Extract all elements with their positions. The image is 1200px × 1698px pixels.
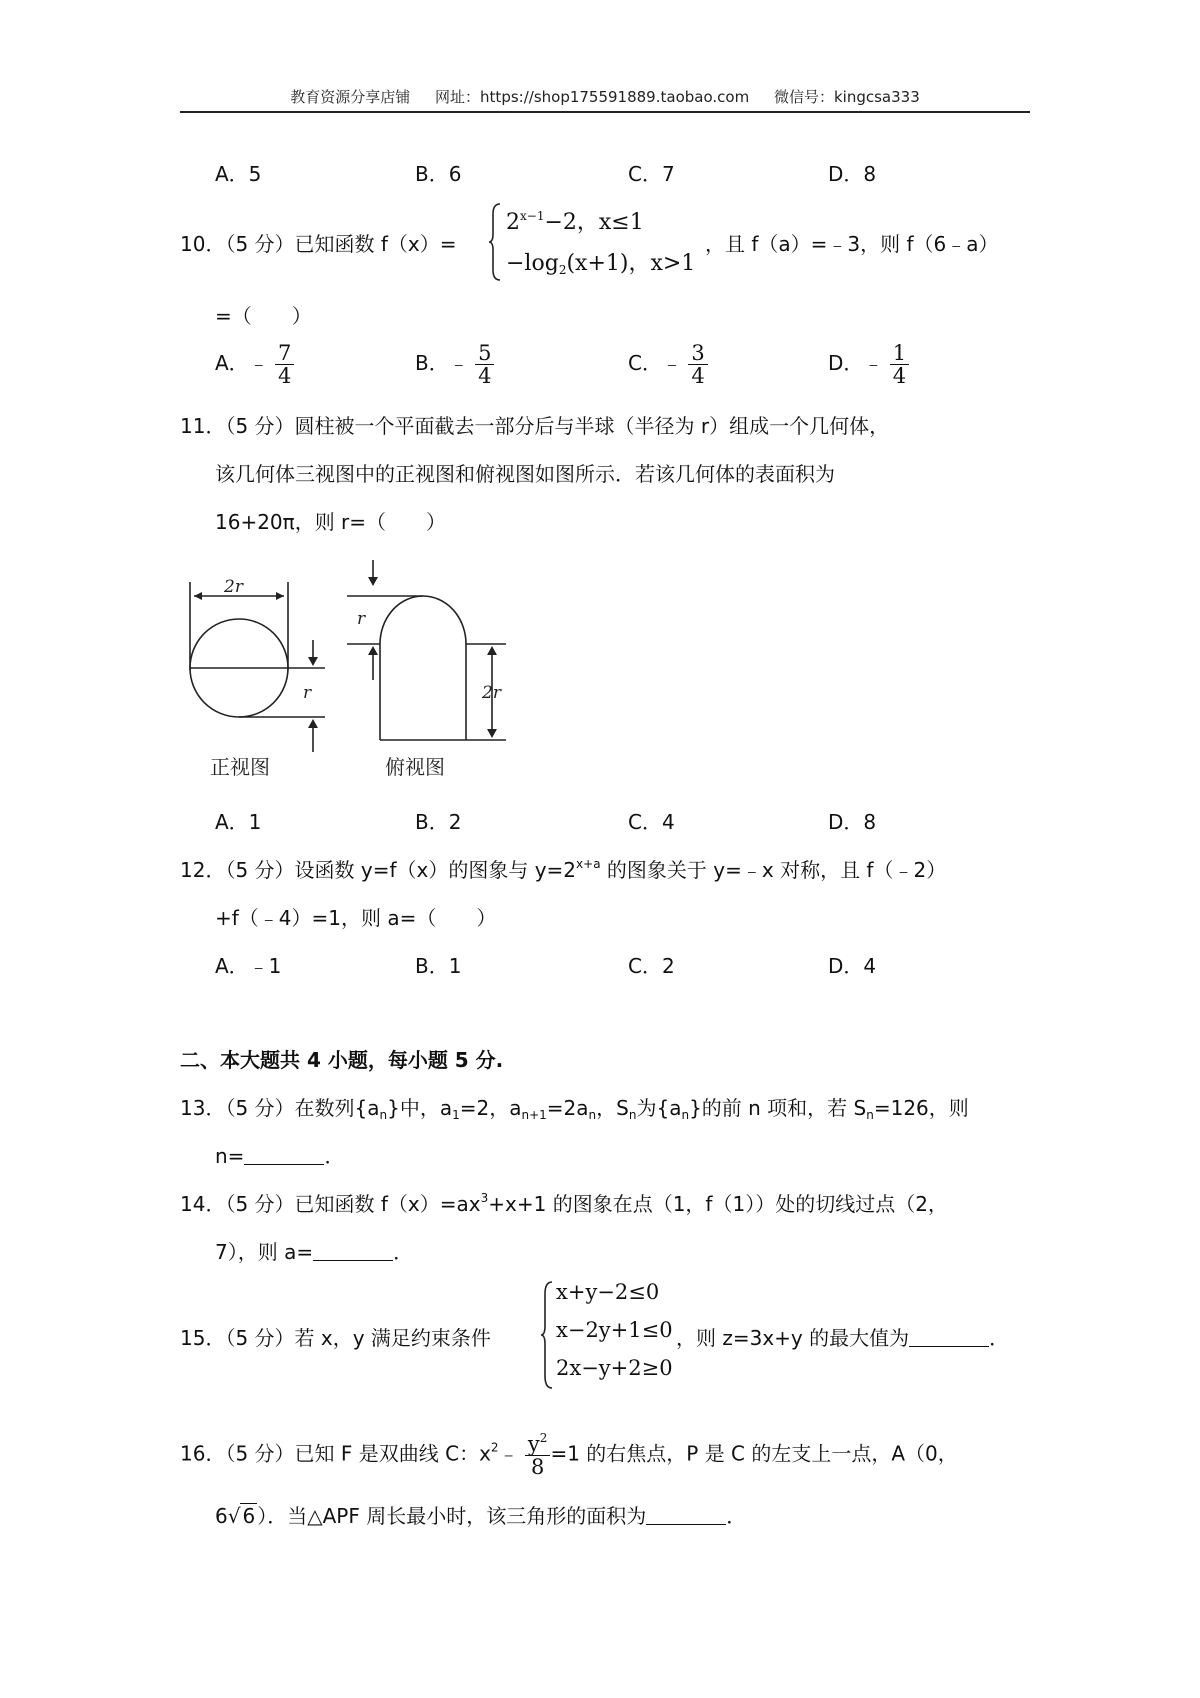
q9-option-d: D．8 [828,162,877,186]
top-dim-2r: 2r [482,683,501,703]
q10-piecewise-brace [488,202,502,282]
q14-line-1: 14．（5 分）已知函数 $f(x)=ax^3+x+1$ 的图象在点（1，f（1））处的切线过点（2， [180,1191,948,1216]
answer-blank[interactable] [244,1146,324,1165]
q11-option-b: B．2 [415,810,462,834]
q10-option-c: C．﹣ $\frac{3}{4}$ [628,342,708,387]
front-view-drawing [190,582,325,752]
q11-line-3: 16+20π，则 r=（ ） [215,510,447,534]
q14-line-2: 7），则 a= ． [215,1240,414,1264]
q10-option-b: B．﹣ $\frac{5}{4}$ [415,342,494,387]
q11-option-c: C．4 [628,810,675,834]
top-view-label: 俯视图 [385,755,445,779]
q11-option-d: D．8 [828,810,877,834]
q15-tail: ，则 z=3x+y 的最大值为 ． [676,1326,1010,1350]
q10-option-d: D．﹣ $\frac{1}{4}$ [828,342,909,387]
q15-constraint-1: x+y−2≤0 [556,1280,660,1304]
q10-piece-2: $-\log_2(x+1)$，x>1 [506,251,696,277]
answer-blank[interactable] [646,1506,726,1525]
q12-line-2: +f（﹣4）=1，则 a=（ ） [215,906,497,930]
q9-option-a: A．5 [215,162,262,186]
header-divider [180,111,1030,113]
fraction: $\frac{7}{4}$ [275,342,294,387]
fraction: $\frac{5}{4}$ [475,342,494,387]
fraction: $\frac{y^2}{8}$ [525,1432,551,1478]
q10-stem-line2: =（ ） [215,304,312,328]
q15-constraint-3: 2x−y+2≥0 [556,1356,673,1380]
q12-option-c: C．2 [628,954,675,978]
fraction: $\frac{3}{4}$ [688,342,707,387]
q10-stem-end: ，且 f（a）=﹣3，则 f（6﹣a） [705,232,999,256]
top-view-drawing [347,560,506,740]
q9-option-b: B．6 [415,162,462,186]
q12-option-b: B．1 [415,954,462,978]
fraction: $\frac{1}{4}$ [890,342,909,387]
q12-line-1: 12．（5 分）设函数 y=f（x）的图象与 $y=2^{x+a}$ 的图象关于 y=﹣x 对称，且 f（﹣2） [180,857,947,882]
q9-option-c: C．7 [628,162,675,186]
section-2-title: 二、本大题共 4 小题，每小题 5 分. [180,1048,504,1072]
q11-option-a: A．1 [215,810,262,834]
q10-piece-1: $2^{x-1}-2$，x≤1 [506,209,644,235]
q13-line-1: 13．（5 分）在数列$\{a_n\}$中，$a_1=2$，$a_{n+1}=2a_n$，$S_n$为$\{a_n\}$的前 n 项和，若 $S_n=126$，则 [180,1096,969,1122]
q15-stem: 15．（5 分）若 x，y 满足约束条件 [180,1326,491,1350]
q16-line-1: 16．（5 分）已知 F 是双曲线 C：$x^2﹣$ $\frac{y^2}{8}$ =1 的右焦点，P 是 C 的左支上一点，A（0， [180,1431,958,1480]
q11-line-2: 该几何体三视图中的正视图和俯视图如图所示．若该几何体的表面积为 [215,462,835,486]
three-view-figure [180,560,520,780]
q10-stem-start: 10．（5 分）已知函数 f（x）= [180,232,457,256]
shop-url[interactable]: 网址：https://shop175591889.taobao.com [435,88,750,106]
q15-constraint-2: x−2y+1≤0 [556,1318,673,1342]
front-view-label: 正视图 [210,755,270,779]
q15-constraint-brace [540,1280,554,1390]
q13-line-2: n= ． [215,1144,345,1168]
answer-blank[interactable] [313,1242,393,1261]
front-dim-r: r [303,683,312,703]
q12-option-a: A．﹣1 [215,954,282,978]
q10-option-a: A．﹣ $\frac{7}{4}$ [215,342,294,387]
wechat-id: 微信号：kingcsa333 [773,88,920,106]
q11-line-1: 11．（5 分）圆柱被一个平面截去一部分后与半球（半径为 r）组成一个几何体， [180,414,890,438]
page-header [180,86,1030,107]
shop-name: 教育资源分享店铺 [290,88,411,106]
sqrt-sign: √ [227,1504,241,1528]
front-dim-2r: 2r [224,577,243,597]
q12-option-d: D．4 [828,954,877,978]
top-dim-r: r [357,609,366,629]
answer-blank[interactable] [909,1328,989,1347]
q16-line-2: 6√ 6 ）．当△APF 周长最小时，该三角形的面积为 ． [215,1504,747,1528]
